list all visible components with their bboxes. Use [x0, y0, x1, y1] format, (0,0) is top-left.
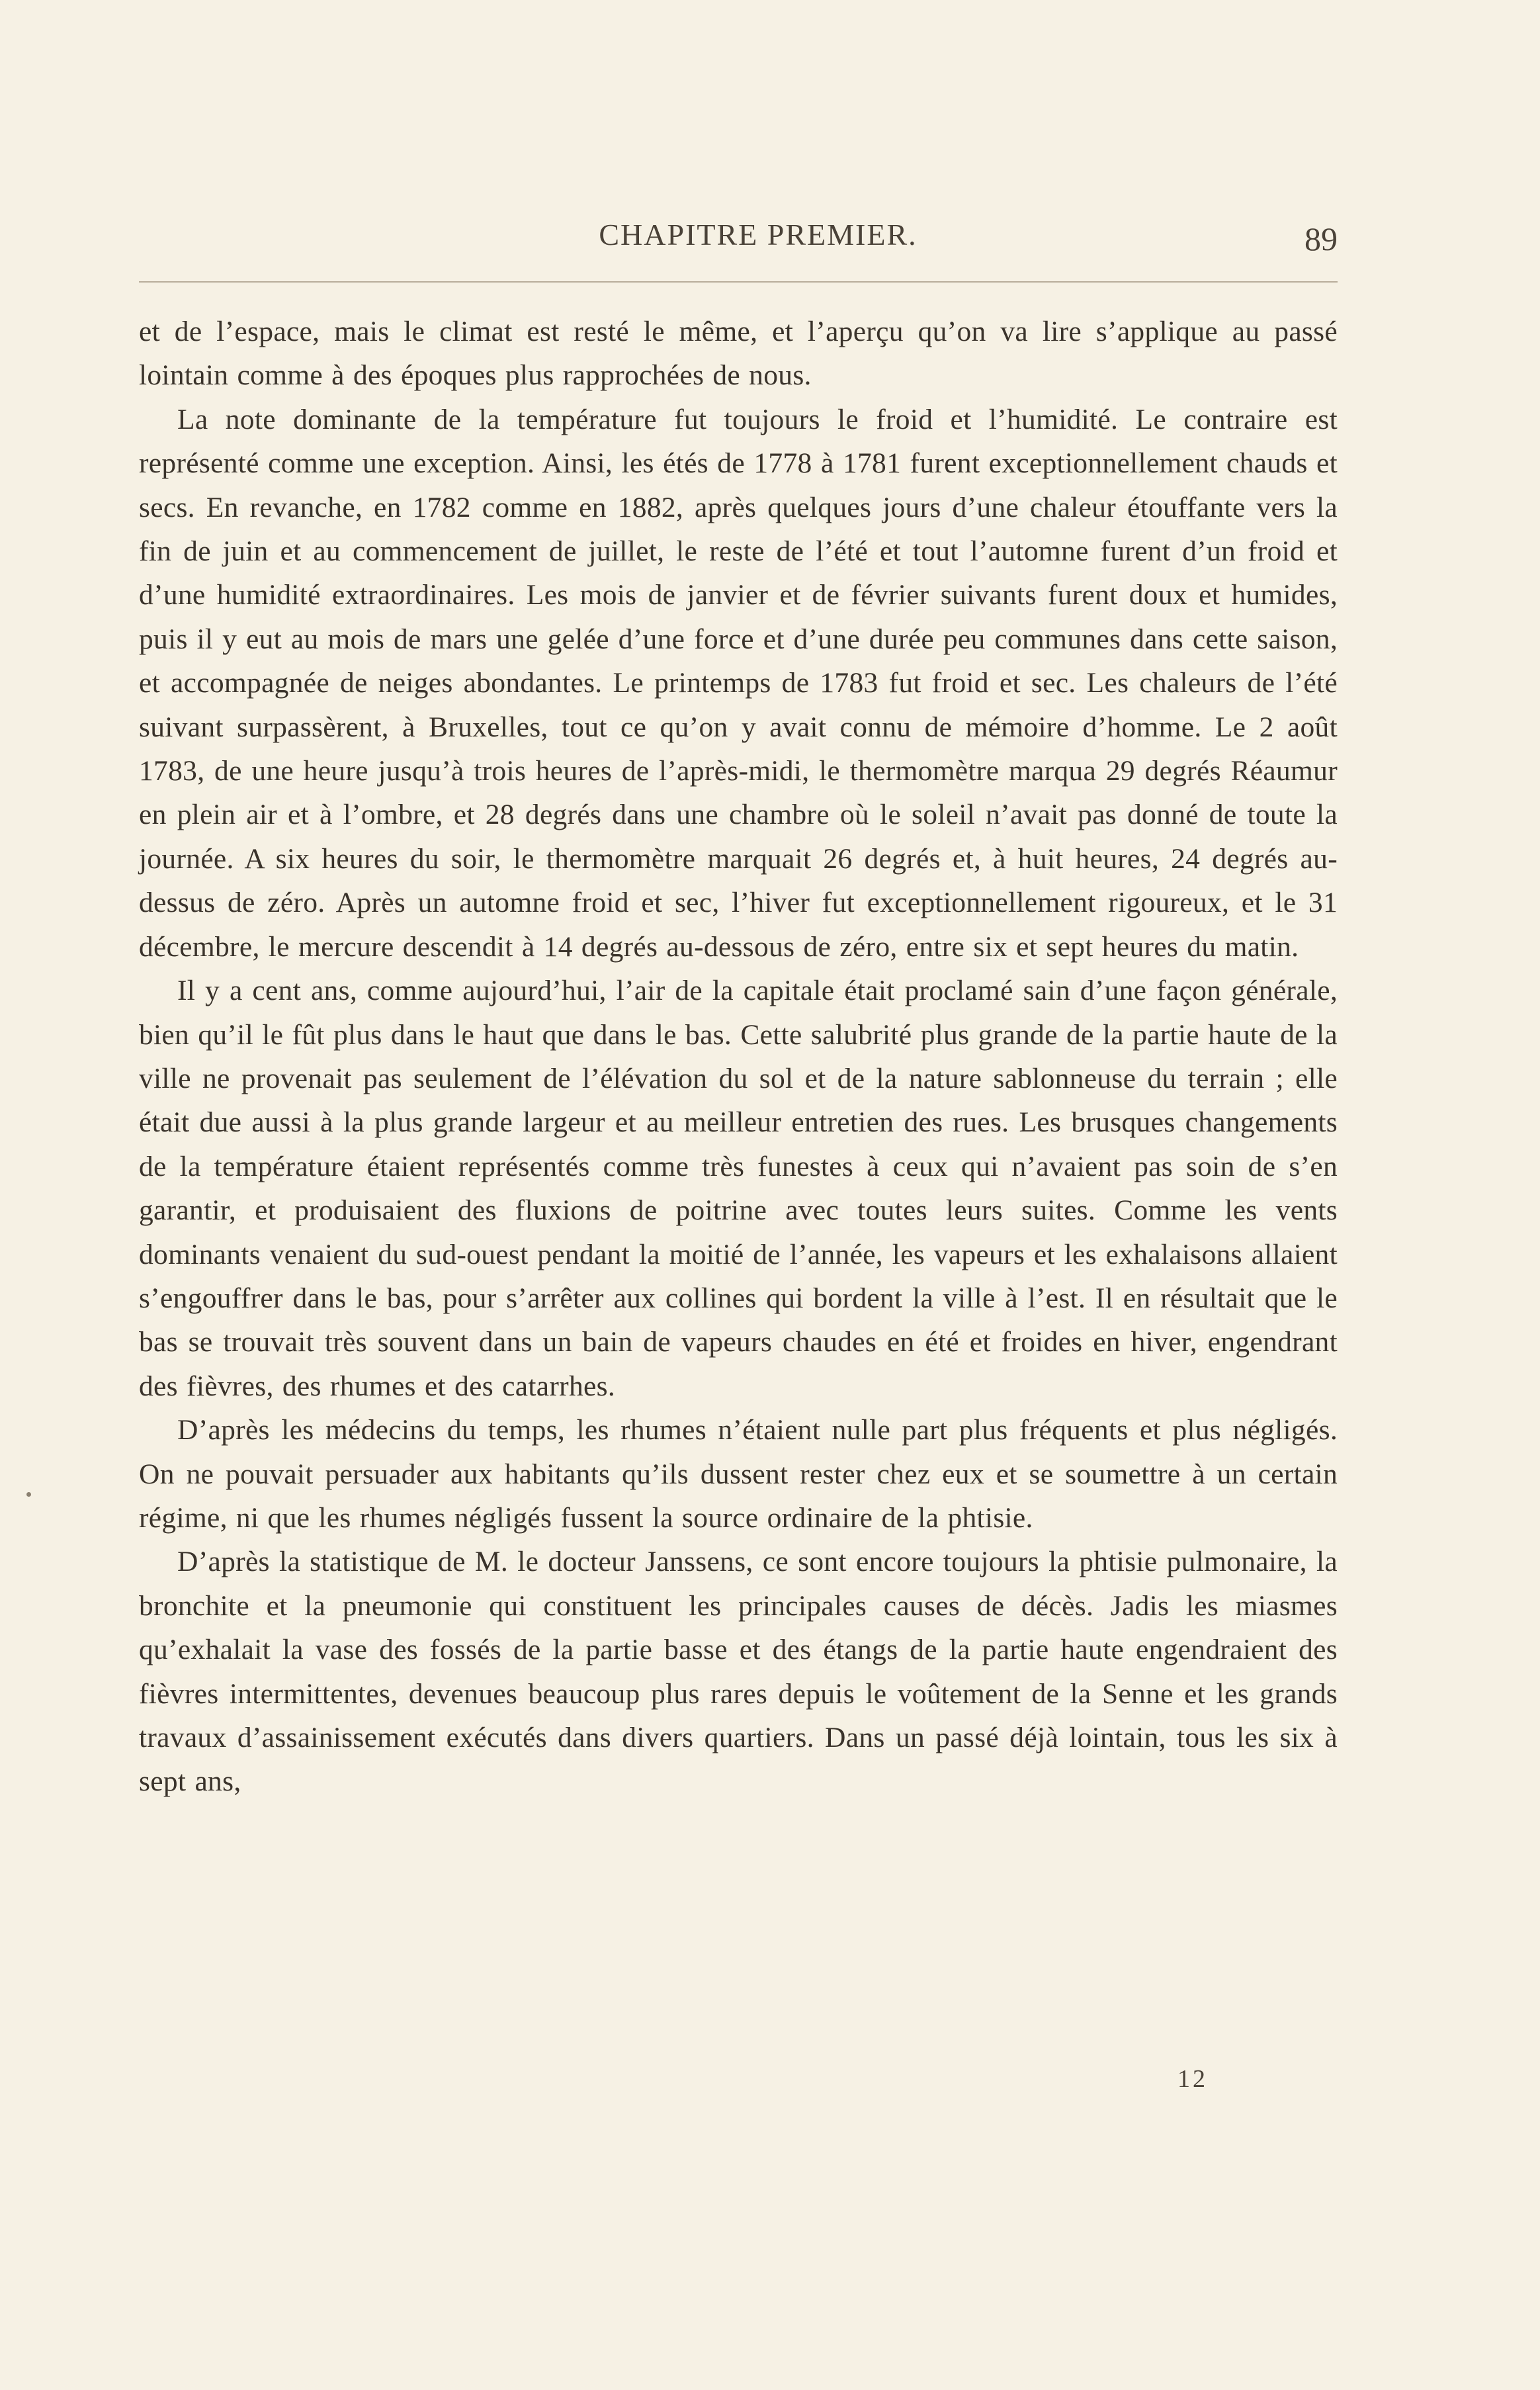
chapter-title: CHAPITRE PREMIER.	[599, 218, 918, 251]
paragraph: Il y a cent ans, comme aujourd’hui, l’air de la capitale était proclamé sain d’une façon générale, bien qu’il le fût plus dans le haut que dans le bas. Cette salubrité plus grande de la partie haute de la ville ne provenait pas seulement de l’élévation du sol et de la nature sablonneuse du terrain ; elle était due aussi à la plus grande largeur et au meilleur entretien des rues. Les brusques changements de la température étaient représentés comme très funestes à ceux qui n’avaient pas soin de s’en garantir, et produisaient des fluxions de poitrine avec toutes leurs suites. Comme les vents dominants venaient du sud-ouest pendant la moitié de l’année, les vapeurs et les exhalaisons allaient s’engouffrer dans le bas, pour s’arrêter aux collines qui bordent la ville à l’est. Il en résultait que le bas se trouvait très souvent dans un bain de vapeurs chaudes en été et froides en hiver, engendrant des fièvres, des rhumes et des catarrhes.	[139, 975, 1338, 1402]
body-text	[139, 310, 1338, 1804]
header-rule	[139, 281, 1338, 283]
paragraph: D’après la statistique de M. le docteur Janssens, ce sont encore toujours la phtisie pulmonaire, la bronchite et la pneumonie qui constituent les principales causes de décès. Jadis les miasmes qu’exhalait la vase des fossés de la partie basse et des étangs de la partie haute engendraient des fièvres intermittentes, devenues beaucoup plus rares depuis le voûtement de la Senne et les grands travaux d’assainissement exécutés dans divers quartiers. Dans un passé déjà lointain, tous les six à sept ans,	[139, 1546, 1338, 1798]
paragraph: D’après les médecins du temps, les rhumes n’étaient nulle part plus fréquents et plus négligés. On ne pouvait persuader aux habitants qu’ils dussent rester chez eux et se soumettre à un certain régime, ni que les rhumes négligés fussent la source ordinaire de la phtisie.	[139, 1414, 1338, 1534]
page-number: 89	[1305, 220, 1338, 257]
margin-speck	[26, 1492, 31, 1497]
paragraph: et de l’espace, mais le climat est resté le même, et l’aperçu qu’on va lire s’applique au passé lointain comme à des époques plus rapprochées de nous.	[139, 316, 1338, 392]
running-head	[139, 217, 1338, 270]
signature-mark: 12	[1177, 2065, 1208, 2093]
paragraph: La note dominante de la température fut toujours le froid et l’humidité. Le contraire est représenté comme une exception. Ainsi, les étés de 1778 à 1781 furent exceptionnellement chauds et secs. En revanche, en 1782 comme en 1882, après quelques jours d’une chaleur étouffante vers la fin de juin et au commencement de juillet, le reste de l’été et tout l’automne furent d’un froid et d’une humidité extraordinaires. Les mois de janvier et de février suivants furent doux et humides, puis il y eut au mois de mars une gelée d’une force et d’une durée peu communes dans cette saison, et accompagnée de neiges abondantes. Le printemps de 1783 fut froid et sec. Les chaleurs de l’été suivant surpassèrent, à Bruxelles, tout ce qu’on y avait connu de mémoire d’homme. Le 2 août 1783, de une heure jusqu’à trois heures de l’après-midi, le thermomètre marqua 29 degrés Réaumur en plein air et à l’ombre, et 28 degrés dans une chambre où le soleil n’avait pas donné de toute la journée. A six heures du soir, le thermomètre marquait 26 degrés et, à huit heures, 24 degrés au-dessus de zéro. Après un automne froid et sec, l’hiver fut exceptionnellement rigoureux, et le 31 décembre, le mercure descendit à 14 degrés au-dessous de zéro, entre six et sept heures du matin.	[139, 403, 1338, 963]
